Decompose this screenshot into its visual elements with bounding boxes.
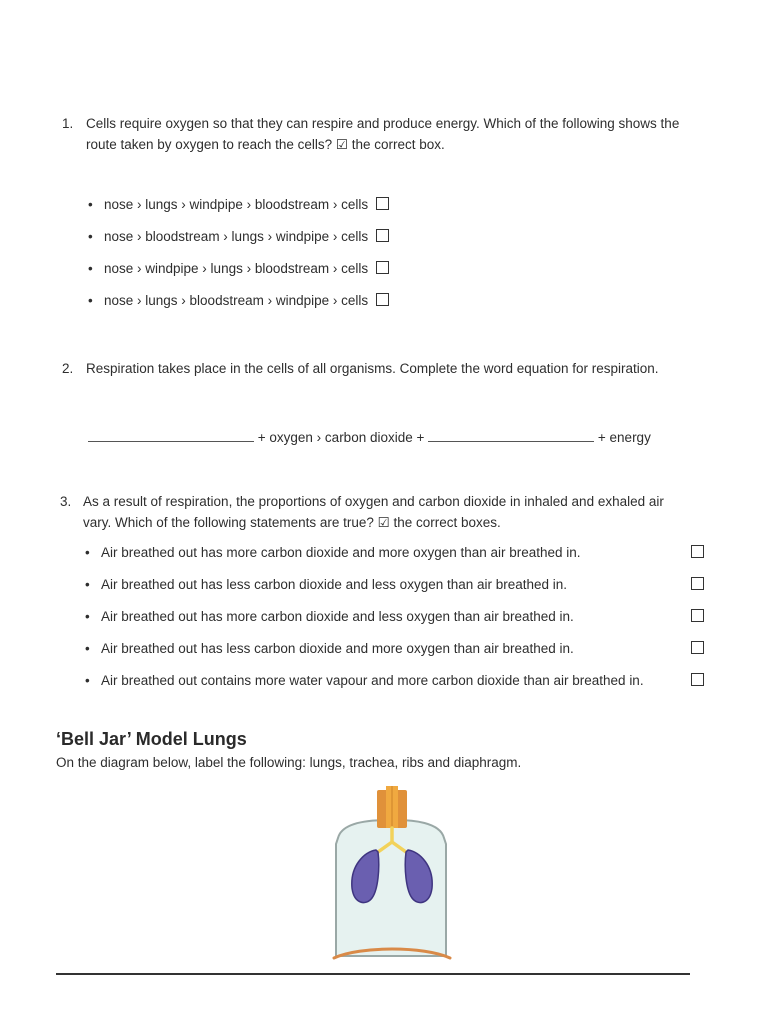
question-1-option-label: nose › lungs › windpipe › bloodstream › cells [104,197,369,212]
section-instruction: On the diagram below, label the following: lungs, trachea, ribs and diaphragm. [56,755,522,770]
question-3-option-1-checkbox[interactable] [691,545,704,558]
bullet: • [85,673,90,688]
question-2-number: 2. [62,361,74,376]
question-3-option-label: Air breathed out has less carbon dioxide and less oxygen than air breathed in. [101,577,568,592]
question-3-option [85,543,581,563]
question-3-option-label: Air breathed out contains more water vapour and more carbon dioxide than air breathed in. [101,673,644,688]
equation-end-text: + energy [597,430,651,445]
word-equation [88,428,651,448]
section-title: ‘Bell Jar’ Model Lungs [56,729,247,749]
question-1-number: 1. [62,116,74,131]
bullet: • [88,261,93,276]
question-1-option [88,195,389,215]
question-1-text-line-2: route taken by oxygen to reach the cells? ☑ the correct box. [86,137,445,152]
question-3-option-3-checkbox[interactable] [691,609,704,622]
equation-middle-text: + oxygen › carbon dioxide + [257,430,425,445]
question-3-number: 3. [60,494,72,509]
bullet: • [85,545,90,560]
bullet: • [85,641,90,656]
question-3-option [85,607,574,627]
question-3-text-line-1: As a result of respiration, the proportions of oxygen and carbon dioxide in inhaled and exhaled air [83,494,664,509]
question-1-option-label: nose › lungs › bloodstream › windpipe › cells [104,293,369,308]
question-3-option-5-checkbox[interactable] [691,673,704,686]
bullet: • [85,577,90,592]
question-3-option [85,575,567,595]
question-2-text: Respiration takes place in the cells of all organisms. Complete the word equation for respiration. [86,361,659,376]
question-3-option-2-checkbox[interactable] [691,577,704,590]
question-1-option [88,259,389,279]
equation-blank-2[interactable] [428,429,594,442]
question-1-text-line-1: Cells require oxygen so that they can respire and produce energy. Which of the following shows the [86,116,680,131]
question-3-option-label: Air breathed out has more carbon dioxide and more oxygen than air breathed in. [101,545,581,560]
question-3-option [85,671,644,691]
question-1-option-4-checkbox[interactable] [376,293,389,306]
bell-jar-diagram [320,786,460,966]
question-3-text-line-2: vary. Which of the following statements are true? ☑ the correct boxes. [83,515,501,530]
question-3-option [85,639,574,659]
question-1-option-3-checkbox[interactable] [376,261,389,274]
bullet: • [85,609,90,624]
question-3-option-label: Air breathed out has more carbon dioxide and less oxygen than air breathed in. [101,609,574,624]
question-3-option-label: Air breathed out has less carbon dioxide and more oxygen than air breathed in. [101,641,574,656]
question-1-option [88,227,389,247]
question-1-option-label: nose › windpipe › lungs › bloodstream › cells [104,261,369,276]
question-1-option-2-checkbox[interactable] [376,229,389,242]
equation-blank-1[interactable] [88,429,254,442]
question-1-option-label: nose › bloodstream › lungs › windpipe › cells [104,229,369,244]
bullet: • [88,293,93,308]
bottom-rule [56,973,690,975]
bullet: • [88,229,93,244]
question-1-option [88,291,389,311]
question-3-option-4-checkbox[interactable] [691,641,704,654]
bullet: • [88,197,93,212]
question-1-option-1-checkbox[interactable] [376,197,389,210]
